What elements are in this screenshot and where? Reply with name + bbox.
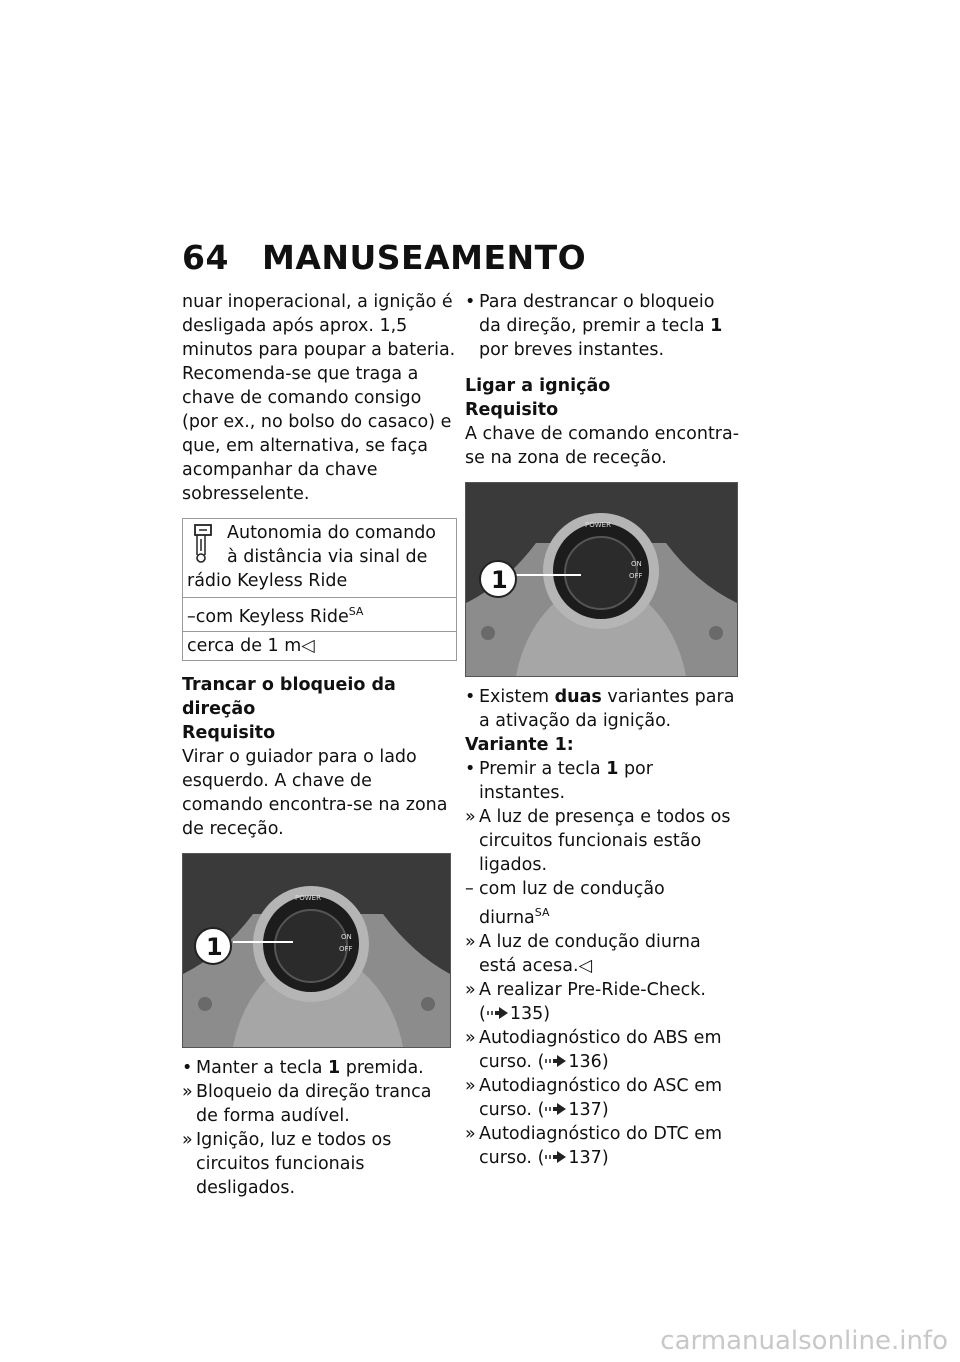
step-press-button: • Premir a tecla 1 por instantes. [465, 759, 653, 803]
page-header [182, 238, 586, 277]
spec-table [182, 518, 457, 661]
page-ref-link[interactable]: 136 [568, 1051, 602, 1072]
end-mark-icon-right: ◁ [578, 955, 593, 976]
page-ref-arrow-icon [544, 1150, 568, 1164]
page-number: 64 [182, 238, 229, 277]
check-abs: » Autodiagnóstico do ABS em curso. ( 136) [465, 1027, 722, 1072]
on-label: ON [341, 932, 352, 941]
power-label-right: POWER [585, 521, 611, 529]
page-ref-arrow-icon [544, 1054, 568, 1068]
spec-value-row [183, 631, 456, 660]
requisito-text-left: Virar o guiador para o lado esquerdo. A chave de comando encontra-se na zona de receção. [182, 746, 448, 839]
end-mark-icon: ◁ [301, 635, 315, 656]
callout-1-right: 1 [491, 566, 508, 594]
result-steering-lock: » Bloqueio da direção tranca de forma audível. [182, 1081, 432, 1126]
spec-title-row [183, 519, 456, 597]
spec-condition-row: –com Keyless Ride$^{SA}$ [183, 597, 456, 631]
requisito-text-right: A chave de comando encontra-se na zona de receção. [465, 424, 740, 468]
ignition-photo-right [465, 482, 738, 677]
drl-condition: – com luz de condução diurna$^{SA}$ [465, 879, 665, 928]
recommendation-paragraph: Recomenda-se que traga a chave de comando consigo (por ex., no bolso do casaco) e que, em alternativa, se faça acompanhar da chave sobresselente. [182, 364, 452, 504]
page-ref-arrow-icon [544, 1102, 568, 1116]
requisito-label-right: Requisito [465, 400, 559, 420]
spec-title: Autonomia do comando à distância via sinal de rádio Keyless Ride [187, 523, 437, 591]
spec-condition-sup: SA [348, 605, 364, 618]
step-unlock: • Para destrancar o bloqueio da direção, premir a tecla 1 por breves instantes. [465, 292, 723, 360]
page-ref-arrow-icon [486, 1006, 510, 1020]
result-ignition-off: » Ignição, luz e todos os circuitos funcionais desligados. [182, 1129, 392, 1198]
intro-paragraph: nuar inoperacional, a ignição é desligada após aprox. 1,5 minutos para poupar a bateria. [182, 292, 456, 360]
off-label: OFF [339, 944, 353, 953]
spec-value: cerca de 1 m [187, 635, 302, 656]
section-title: MANUSEAMENTO [262, 238, 587, 277]
spec-condition: com Keyless Ride [195, 606, 349, 627]
result-lights-on: » A luz de presença e todos os circuitos funcionais estão ligados. [465, 807, 731, 875]
left-column [182, 290, 457, 1200]
on-label-right: ON [631, 560, 642, 568]
step-variants: • Existem duas variantes para a ativação da ignição. [465, 687, 735, 731]
right-column [465, 290, 740, 1170]
ignition-heading: Ligar a ignição [465, 376, 611, 396]
remote-key-icon [187, 521, 227, 565]
check-preride: » A realizar Pre-Ride-Check. ( 135) [465, 979, 706, 1024]
lock-heading: Trancar o bloqueio da direção [182, 674, 396, 719]
result-drl-on: » A luz de condução diurna está acesa.◁ [465, 931, 701, 976]
page-ref-link[interactable]: 135 [509, 1003, 544, 1024]
check-asc: » Autodiagnóstico do ASC em curso. ( 137) [465, 1075, 723, 1120]
check-dtc: » Autodiagnóstico do DTC em curso. ( 137) [465, 1123, 723, 1168]
variant-label: Variante 1: [465, 735, 574, 755]
ignition-switch-illustration [183, 854, 450, 1047]
off-label-right: OFF [629, 572, 643, 580]
watermark: carmanualsonline.info [660, 1326, 948, 1356]
power-label: POWER [295, 893, 321, 902]
ignition-photo-left [182, 853, 451, 1048]
callout-1-left: 1 [206, 932, 223, 961]
page-ref-link[interactable]: 137 [568, 1147, 602, 1168]
ignition-switch-illustration-right [466, 483, 737, 676]
page-ref-link[interactable]: 137 [568, 1099, 602, 1120]
step-hold-button: • Manter a tecla 1 premida. [182, 1057, 424, 1078]
requisito-label-left: Requisito [182, 722, 276, 743]
